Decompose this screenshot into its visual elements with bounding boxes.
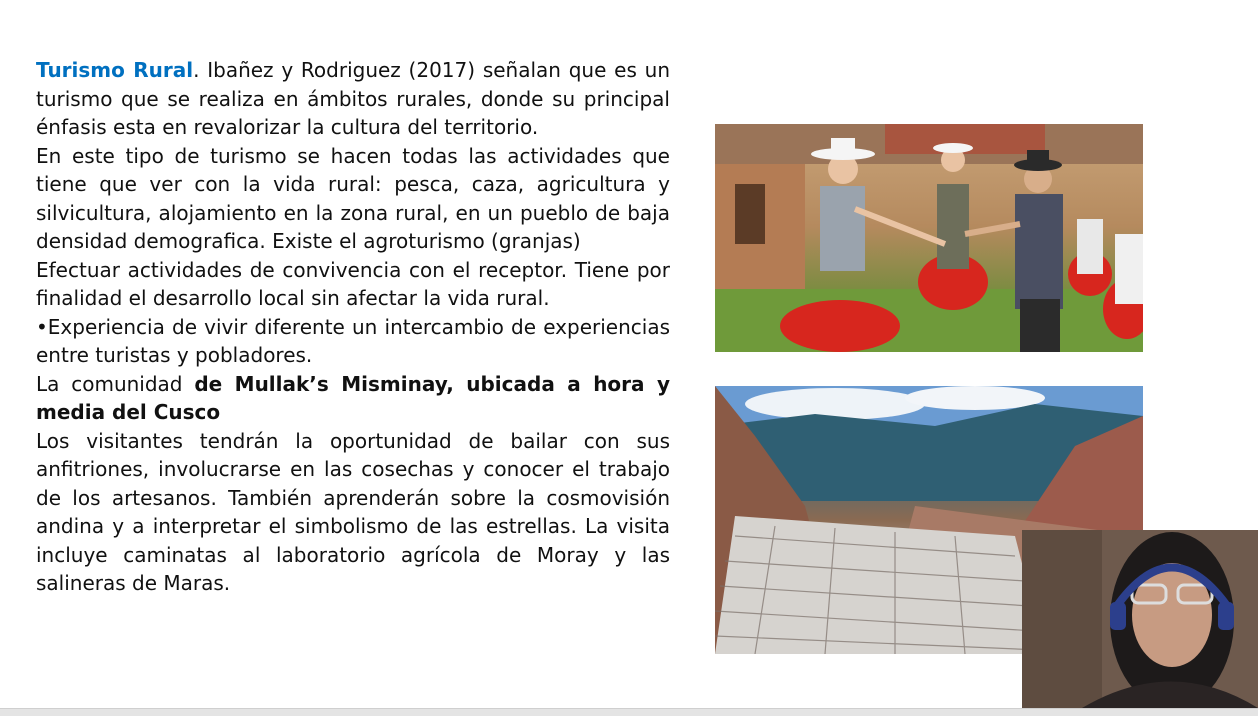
paragraph-text: La comunidad bbox=[36, 371, 195, 396]
slide-title: Turismo Rural bbox=[36, 58, 194, 82]
paragraph-experiencia: •Experiencia de vivir diferente un intercambio de experiencias entre turistas y pobladores. bbox=[36, 314, 670, 367]
paragraph-turismo-rural bbox=[36, 56, 670, 142]
dancers-photo bbox=[715, 124, 1143, 352]
paragraph-comunidad bbox=[36, 370, 670, 427]
slide-text bbox=[36, 56, 670, 598]
paragraph-convivencia: Efectuar actividades de convivencia con el receptor. Tiene por finalidad el desarrollo local sin afectar la vida rural. bbox=[36, 257, 670, 310]
paragraph-actividades: En este tipo de turismo se hacen todas las actividades que tiene que ver con la vida rural: pesca, caza, agricultura y silvicultura, alojamiento en la zona rural, en un pueblo de baja densidad demografica. Existe el agroturismo (granjas) bbox=[36, 143, 670, 253]
presenter-webcam bbox=[1022, 530, 1258, 708]
paragraph-text: . Ibañez y Rodriguez (2017) señalan que es un turismo que se realiza en ámbitos rurales, donde su principal énfasis esta en revalorizar la cultura del territorio. bbox=[36, 58, 670, 139]
paragraph-visitantes: Los visitantes tendrán la oportunidad de bailar con sus anfitriones, involucrarse en las cosechas y conocer el trabajo de los artesanos. También aprenderán sobre la cosmovisión andina y a interpretar el simbolismo de las estrellas. La visita incluye caminatas al laboratorio agrícola de Moray y las salineras de Maras. bbox=[36, 428, 670, 595]
paragraph-bold-text: de Mullak’s Misminay, ubicada a hora y media del Cusco bbox=[36, 371, 671, 424]
